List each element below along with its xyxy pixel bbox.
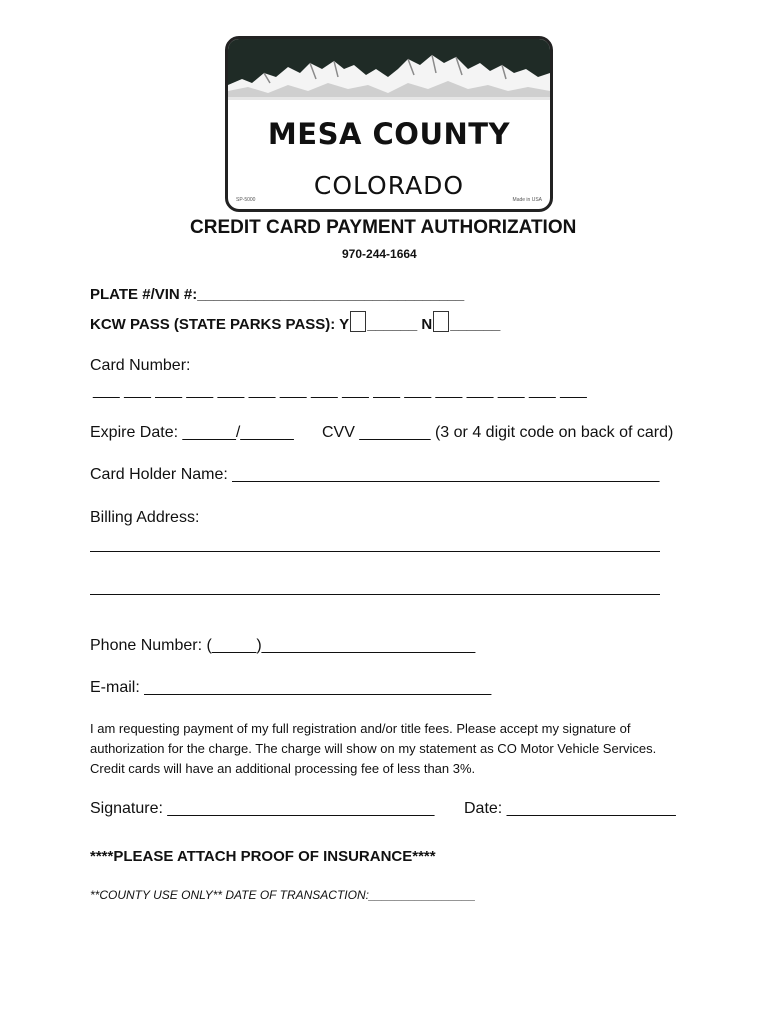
- billing-address-label: Billing Address:: [90, 509, 200, 526]
- phone-number-field[interactable]: Phone Number: (_____)________________________: [90, 637, 476, 654]
- kcw-yes-blank: ______: [367, 316, 418, 333]
- date-field[interactable]: Date: ___________________: [464, 800, 676, 817]
- email-field[interactable]: E-mail: _______________________________________: [90, 679, 492, 696]
- plate-state-name: COLORADO: [313, 171, 465, 200]
- card-holder-name-field[interactable]: Card Holder Name: ________________________________________________: [90, 466, 660, 483]
- cvv-field[interactable]: CVV ________ (3 or 4 digit code on back of card): [322, 424, 674, 441]
- kcw-pass-label: KCW PASS (STATE PARKS PASS): Y: [90, 316, 350, 333]
- card-number-field[interactable]: ___ ___ ___ ___ ___ ___ ___ ___ ___ ___ ___ ___ ___ ___ ___ ___: [93, 382, 587, 399]
- license-plate-logo: [225, 36, 553, 212]
- authorization-statement: I am requesting payment of my full registration and/or title fees. Please accept my signature of authorization for the charge. The charge will show on my statement as CO Motor Vehicle Services. Credit cards will have an additional processing fee of less than 3%.: [90, 721, 657, 776]
- plate-small-right-text: Made in USA: [512, 197, 542, 203]
- kcw-pass-field: [90, 311, 500, 333]
- plate-vin-field[interactable]: PLATE #/VIN #:________________________________: [90, 286, 465, 303]
- kcw-yes-checkbox[interactable]: [350, 311, 366, 332]
- office-phone: 970-244-1664: [342, 247, 417, 261]
- kcw-no-label: N: [417, 316, 433, 333]
- signature-field[interactable]: Signature: ______________________________: [90, 800, 435, 817]
- insurance-notice: ****PLEASE ATTACH PROOF OF INSURANCE****: [90, 848, 436, 865]
- kcw-no-checkbox[interactable]: [433, 311, 449, 332]
- plate-small-left-text: SP-5000: [236, 197, 256, 203]
- form-title: CREDIT CARD PAYMENT AUTHORIZATION: [190, 217, 577, 238]
- kcw-no-blank: ______: [450, 316, 501, 333]
- plate-county-name: MESA COUNTY: [267, 117, 511, 151]
- card-number-label: Card Number:: [90, 357, 191, 374]
- expire-date-field[interactable]: Expire Date: ______/______: [90, 424, 294, 441]
- billing-address-line-1[interactable]: [90, 551, 660, 552]
- billing-address-line-2[interactable]: [90, 594, 660, 595]
- county-use-only-line: **COUNTY USE ONLY** DATE OF TRANSACTION:________________: [90, 888, 476, 902]
